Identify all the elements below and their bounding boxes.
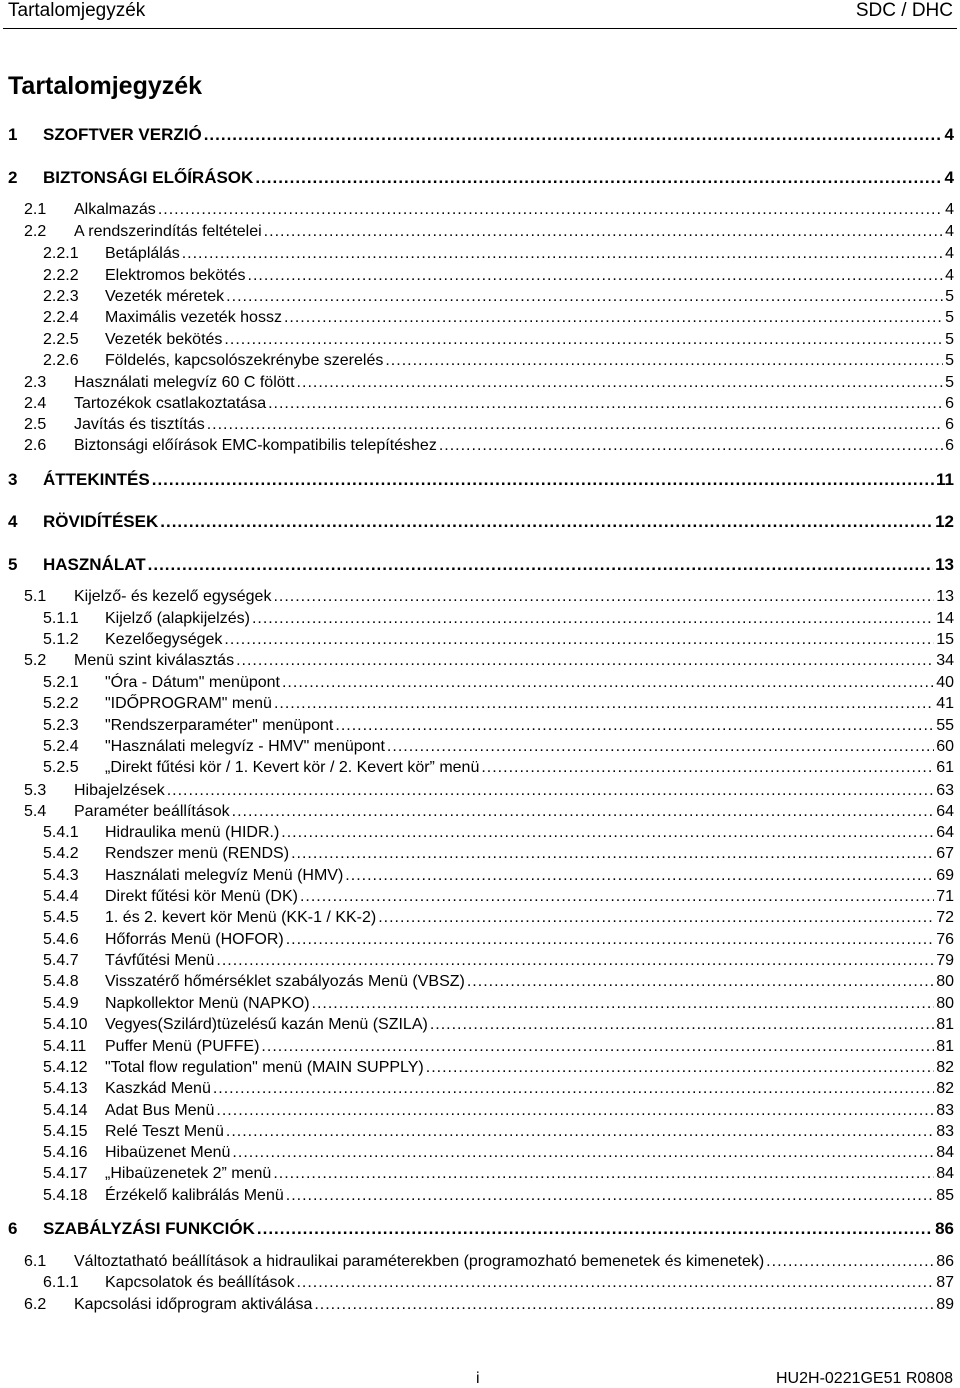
toc-dot-leader	[182, 244, 943, 264]
toc-entry-page: 60	[936, 738, 954, 755]
toc-entry-number: 2.5	[24, 416, 47, 433]
toc-dot-leader	[252, 609, 934, 629]
toc-entry[interactable]	[0, 802, 960, 822]
toc-entry-number: 2.2.4	[43, 309, 79, 326]
toc-dot-leader	[232, 1143, 934, 1163]
toc-entry-number: 2.2.2	[43, 267, 79, 284]
toc-dot-leader	[158, 200, 943, 220]
toc-entry-page: 4	[944, 125, 954, 144]
toc-dot-leader	[291, 844, 934, 864]
toc-entry-page: 15	[936, 631, 954, 648]
toc-entry-page: 34	[936, 652, 954, 669]
toc-dot-leader	[152, 470, 934, 490]
toc-entry-title: SZOFTVER VERZIÓ	[43, 125, 202, 144]
toc-entry-title: „Hibaüzenetek 2” menü	[105, 1165, 272, 1182]
toc-entry-title: Kijelző (alapkijelzés)	[105, 610, 250, 627]
toc-entry-page: 5	[945, 352, 954, 369]
toc-dot-leader	[226, 287, 943, 307]
footer-document-code: HU2H-0221GE51 R0808	[776, 1370, 953, 1387]
toc-entry-title: Hibaüzenet Menü	[105, 1144, 231, 1161]
toc-entry-title: "Rendszerparaméter" menüpont	[105, 717, 334, 734]
toc-entry-title: Direkt fűtési kör Menü (DK)	[105, 888, 298, 905]
toc-entry-page: 64	[936, 824, 954, 841]
toc-dot-leader	[284, 308, 943, 328]
toc-entry-number: 2.2	[24, 223, 47, 240]
toc-entry-title: Hőforrás Menü (HOFOR)	[105, 931, 284, 948]
toc-dot-leader	[148, 555, 933, 575]
toc-dot-leader	[264, 222, 943, 242]
toc-entry-number: 5.4.6	[43, 931, 79, 948]
toc-dot-leader	[282, 673, 934, 693]
toc-entry-page: 83	[936, 1123, 954, 1140]
toc-entry-page: 5	[945, 331, 954, 348]
toc-entry-title: Adat Bus Menü	[105, 1102, 215, 1119]
toc-entry-title: "Óra - Dátum" menüpont	[105, 674, 280, 691]
toc-entry[interactable]	[0, 758, 960, 778]
toc-entry-page: 87	[936, 1274, 954, 1291]
page-title: Tartalomjegyzék	[8, 72, 203, 100]
toc-entry[interactable]	[0, 1101, 960, 1121]
toc-entry-number: 4	[8, 512, 18, 531]
toc-entry-number: 5.2.4	[43, 738, 79, 755]
toc-dot-leader	[312, 994, 935, 1014]
toc-entry-title: Javítás és tisztítás	[74, 416, 205, 433]
toc-entry-number: 5.2	[24, 652, 47, 669]
toc-entry[interactable]	[0, 244, 960, 264]
toc-entry-page: 86	[935, 1219, 954, 1238]
toc-entry[interactable]	[0, 555, 960, 575]
toc-entry-title: "IDŐPROGRAM" menü	[105, 695, 272, 712]
toc-entry-title: Maximális vezeték hossz	[105, 309, 282, 326]
toc-entry-page: 4	[944, 168, 954, 187]
toc-entry-number: 2.6	[24, 437, 47, 454]
toc-dot-leader	[430, 1015, 934, 1035]
toc-entry-number: 5.4.1	[43, 824, 79, 841]
toc-dot-leader	[232, 802, 935, 822]
toc-entry[interactable]	[0, 168, 960, 188]
toc-entry-page: 84	[936, 1165, 954, 1182]
toc-entry-number: 6.1.1	[43, 1274, 79, 1291]
toc-entry-page: 80	[936, 973, 954, 990]
toc-entry-number: 2.2.3	[43, 288, 79, 305]
toc-entry[interactable]	[0, 1122, 960, 1142]
toc-entry-title: A rendszerindítás feltételei	[74, 223, 262, 240]
toc-entry-number: 5.2.1	[43, 674, 79, 691]
toc-entry-number: 5.3	[24, 782, 47, 799]
toc-entry-number: 5.4.17	[43, 1165, 88, 1182]
toc-entry[interactable]	[0, 1273, 960, 1293]
toc-entry-number: 3	[8, 470, 18, 489]
toc-entry[interactable]	[0, 587, 960, 607]
toc-entry-number: 5.4.16	[43, 1144, 88, 1161]
toc-entry-page: 4	[945, 267, 954, 284]
toc-entry-number: 5.4.4	[43, 888, 79, 905]
toc-entry-number: 5.2.2	[43, 695, 79, 712]
toc-entry-page: 83	[936, 1102, 954, 1119]
toc-entry[interactable]	[0, 951, 960, 971]
toc-entry[interactable]	[0, 908, 960, 928]
toc-entry-number: 5.4.18	[43, 1187, 88, 1204]
toc-dot-leader	[213, 1079, 934, 1099]
toc-entry-title: Földelés, kapcsolószekrénybe szerelés	[105, 352, 384, 369]
toc-entry[interactable]	[0, 394, 960, 414]
toc-dot-leader	[236, 651, 934, 671]
toc-entry-page: 69	[936, 867, 954, 884]
toc-entry[interactable]	[0, 1079, 960, 1099]
header-left-text: Tartalomjegyzék	[8, 0, 146, 21]
toc-entry-title: „Direkt fűtési kör / 1. Kevert kör / 2. Kevert kör” menü	[105, 759, 480, 776]
toc-dot-leader	[300, 887, 934, 907]
toc-dot-leader	[481, 758, 934, 778]
toc-entry-number: 2.2.6	[43, 352, 79, 369]
toc-entry-number: 5.4.12	[43, 1059, 88, 1076]
toc-entry[interactable]	[0, 1186, 960, 1206]
toc-entry-page: 67	[936, 845, 954, 862]
toc-dot-leader	[273, 587, 934, 607]
toc-entry-title: Kijelző- és kezelő egységek	[74, 588, 272, 605]
toc-entry-page: 5	[945, 374, 954, 391]
toc-entry[interactable]	[0, 930, 960, 950]
toc-entry-page: 64	[936, 803, 954, 820]
toc-entry[interactable]	[0, 1164, 960, 1184]
toc-entry-number: 5.2.5	[43, 759, 79, 776]
toc-entry[interactable]	[0, 1252, 960, 1272]
toc-entry[interactable]	[0, 470, 960, 490]
toc-dot-leader	[296, 1273, 934, 1293]
toc-entry-page: 81	[936, 1016, 954, 1033]
toc-dot-leader	[216, 951, 934, 971]
toc-entry-title: HASZNÁLAT	[43, 555, 146, 574]
toc-entry-page: 4	[945, 201, 954, 218]
toc-entry[interactable]	[0, 287, 960, 307]
toc-entry-number: 2.1	[24, 201, 47, 218]
toc-entry-number: 2.4	[24, 395, 47, 412]
toc-entry-number: 5.4.2	[43, 845, 79, 862]
toc-entry-page: 84	[936, 1144, 954, 1161]
toc-entry-number: 5.4.9	[43, 995, 79, 1012]
toc-entry-number: 1	[8, 125, 18, 144]
toc-dot-leader	[286, 1186, 934, 1206]
toc-dot-leader	[286, 930, 935, 950]
toc-entry[interactable]	[0, 1143, 960, 1163]
toc-entry-title: Paraméter beállítások	[74, 803, 230, 820]
toc-entry[interactable]	[0, 972, 960, 992]
toc-entry-title: Használati melegvíz 60 C fölött	[74, 374, 295, 391]
toc-entry-page: 40	[936, 674, 954, 691]
toc-entry-number: 5.4.3	[43, 867, 79, 884]
toc-entry-number: 5.4.7	[43, 952, 79, 969]
toc-entry-title: BIZTONSÁGI ELŐÍRÁSOK	[43, 168, 254, 187]
header-divider	[3, 28, 957, 29]
toc-dot-leader	[297, 373, 944, 393]
toc-entry-number: 5.4.5	[43, 909, 79, 926]
toc-entry-page: 82	[936, 1059, 954, 1076]
toc-entry[interactable]	[0, 994, 960, 1014]
toc-entry-title: Betáplálás	[105, 245, 180, 262]
header-right-text: SDC / DHC	[855, 0, 953, 21]
toc-entry-title: Biztonsági előírások EMC-kompatibilis telepítéshez	[74, 437, 437, 454]
toc-entry-page: 81	[936, 1038, 954, 1055]
toc-entry-title: Vegyes(Szilárd)tüzelésű kazán Menü (SZILA)	[105, 1016, 428, 1033]
toc-entry-number: 5.4.13	[43, 1080, 88, 1097]
toc-entry-page: 72	[936, 909, 954, 926]
toc-dot-leader	[224, 630, 934, 650]
toc-entry-title: Vezeték bekötés	[105, 331, 223, 348]
toc-entry[interactable]	[0, 651, 960, 671]
toc-dot-leader	[314, 1295, 934, 1315]
toc-entry-title: Hibajelzések	[74, 782, 165, 799]
toc-entry[interactable]	[0, 716, 960, 736]
toc-entry-page: 86	[936, 1253, 954, 1270]
toc-entry[interactable]	[0, 330, 960, 350]
toc-entry-title: Távfűtési Menü	[105, 952, 215, 969]
toc-entry-page: 6	[945, 437, 954, 454]
toc-entry[interactable]	[0, 512, 960, 532]
toc-dot-leader	[273, 1164, 934, 1184]
toc-entry-title: Visszatérő hőmérséklet szabályozás Menü (VBSZ)	[105, 973, 465, 990]
toc-entry[interactable]	[0, 694, 960, 714]
toc-entry-page: 13	[936, 588, 954, 605]
toc-entry-page: 80	[936, 995, 954, 1012]
toc-dot-leader	[207, 415, 943, 435]
toc-entry-page: 76	[936, 931, 954, 948]
toc-entry-number: 5.2.3	[43, 717, 79, 734]
toc-entry-number: 5.1	[24, 588, 47, 605]
toc-entry[interactable]	[0, 266, 960, 286]
toc-dot-leader	[439, 436, 943, 456]
toc-entry-page: 61	[936, 759, 954, 776]
toc-entry-number: 2.3	[24, 374, 47, 391]
toc-dot-leader	[385, 351, 943, 371]
toc-entry-number: 5.4.11	[43, 1038, 87, 1055]
toc-entry[interactable]	[0, 673, 960, 693]
toc-entry-title: Használati melegvíz Menü (HMV)	[105, 867, 344, 884]
toc-dot-leader	[281, 823, 934, 843]
toc-entry-title: Relé Teszt Menü	[105, 1123, 224, 1140]
toc-entry-number: 6.2	[24, 1296, 47, 1313]
toc-entry-page: 4	[945, 245, 954, 262]
toc-entry-page: 6	[945, 416, 954, 433]
toc-entry-title: Vezeték méretek	[105, 288, 225, 305]
toc-entry-number: 2.2.5	[43, 331, 79, 348]
toc-entry[interactable]	[0, 887, 960, 907]
toc-entry[interactable]	[0, 737, 960, 757]
toc-entry[interactable]	[0, 609, 960, 629]
toc-entry-number: 5.1.1	[43, 610, 79, 627]
toc-entry-number: 6.1	[24, 1253, 47, 1270]
toc-dot-leader	[268, 394, 943, 414]
toc-entry[interactable]	[0, 1037, 960, 1057]
toc-dot-leader	[160, 512, 933, 532]
page-header	[0, 0, 960, 30]
toc-entry[interactable]	[0, 844, 960, 864]
toc-entry-title: Hidraulika menü (HIDR.)	[105, 824, 280, 841]
toc-entry-title: "Használati melegvíz - HMV" menüpont	[105, 738, 385, 755]
toc-entry-title: RÖVIDÍTÉSEK	[43, 512, 159, 531]
toc-dot-leader	[766, 1252, 934, 1272]
toc-entry-page: 4	[945, 223, 954, 240]
toc-dot-leader	[216, 1101, 934, 1121]
toc-dot-leader	[426, 1058, 934, 1078]
toc-entry[interactable]	[0, 222, 960, 242]
toc-entry-title: Alkalmazás	[74, 201, 156, 218]
toc-dot-leader	[255, 168, 942, 188]
toc-entry-page: 82	[936, 1080, 954, 1097]
toc-entry-page: 85	[936, 1187, 954, 1204]
toc-entry[interactable]	[0, 373, 960, 393]
toc-entry-number: 2.2.1	[43, 245, 79, 262]
toc-entry[interactable]	[0, 823, 960, 843]
toc-entry[interactable]	[0, 351, 960, 371]
toc-entry-number: 6	[8, 1219, 18, 1238]
toc-entry[interactable]	[0, 415, 960, 435]
toc-entry-page: 41	[936, 695, 954, 712]
toc-entry-page: 55	[936, 717, 954, 734]
toc-entry-page: 13	[935, 555, 954, 574]
toc-entry-title: Kapcsolatok és beállítások	[105, 1274, 295, 1291]
toc-entry[interactable]	[0, 1219, 960, 1239]
toc-entry-number: 5.4.10	[43, 1016, 88, 1033]
toc-entry-title: Menü szint kiválasztás	[74, 652, 235, 669]
toc-dot-leader	[224, 330, 943, 350]
toc-dot-leader	[467, 972, 934, 992]
toc-entry-number: 5	[8, 555, 18, 574]
toc-entry-number: 5.4.8	[43, 973, 79, 990]
toc-entry-page: 89	[936, 1296, 954, 1313]
toc-entry[interactable]	[0, 125, 960, 145]
toc-dot-leader	[226, 1122, 934, 1142]
toc-entry-title: Kapcsolási időprogram aktiválása	[74, 1296, 313, 1313]
toc-entry-number: 5.4.14	[43, 1102, 88, 1119]
toc-entry-title: SZABÁLYZÁSI FUNKCIÓK	[43, 1219, 255, 1238]
toc-entry[interactable]	[0, 781, 960, 801]
toc-entry-number: 5.4	[24, 803, 47, 820]
toc-entry-page: 14	[936, 610, 954, 627]
toc-entry[interactable]	[0, 1015, 960, 1035]
toc-dot-leader	[387, 737, 934, 757]
toc-dot-leader	[257, 1219, 933, 1239]
toc-entry-title: Tartozékok csatlakoztatása	[74, 395, 267, 412]
toc-dot-leader	[167, 781, 934, 801]
toc-dot-leader	[345, 866, 934, 886]
toc-entry-number: 5.4.15	[43, 1123, 88, 1140]
toc-entry-page: 6	[945, 395, 954, 412]
toc-dot-leader	[261, 1037, 934, 1057]
toc-entry-title: Változtatható beállítások a hidraulikai paraméterekben (programozható bemenetek és kimenetek)	[74, 1253, 765, 1270]
toc-entry-title: "Total flow regulation" menü (MAIN SUPPLY)	[105, 1059, 424, 1076]
toc-entry[interactable]	[0, 200, 960, 220]
toc-entry-page: 5	[945, 309, 954, 326]
toc-entry-title: Kezelőegységek	[105, 631, 223, 648]
toc-entry-title: 1. és 2. kevert kör Menü (KK-1 / KK-2)	[105, 909, 377, 926]
page-footer	[0, 1370, 960, 1388]
toc-entry-page: 12	[935, 512, 954, 531]
toc-entry-title: Érzékelő kalibrálás Menü	[105, 1187, 284, 1204]
toc-dot-leader	[378, 908, 934, 928]
toc-entry[interactable]	[0, 1295, 960, 1315]
toc-entry-title: Elektromos bekötés	[105, 267, 246, 284]
toc-dot-leader	[204, 125, 943, 145]
toc-entry-number: 2	[8, 168, 18, 187]
toc-entry-number: 5.1.2	[43, 631, 79, 648]
toc-entry-page: 63	[936, 782, 954, 799]
footer-page-number: i	[476, 1370, 480, 1387]
toc-entry-page: 79	[936, 952, 954, 969]
toc-entry-page: 71	[936, 888, 954, 905]
toc-entry-page: 11	[936, 470, 954, 489]
toc-entry-title: Kaszkád Menü	[105, 1080, 211, 1097]
toc-dot-leader	[274, 694, 934, 714]
toc-entry-page: 5	[945, 288, 954, 305]
toc-entry[interactable]	[0, 308, 960, 328]
toc-entry[interactable]	[0, 630, 960, 650]
toc-entry-title: ÁTTEKINTÉS	[43, 470, 150, 489]
toc-dot-leader	[248, 266, 944, 286]
toc-entry-title: Napkollektor Menü (NAPKO)	[105, 995, 310, 1012]
toc-entry[interactable]	[0, 866, 960, 886]
toc-entry[interactable]	[0, 436, 960, 456]
toc-dot-leader	[335, 716, 934, 736]
toc-entry[interactable]	[0, 1058, 960, 1078]
toc-entry-title: Rendszer menü (RENDS)	[105, 845, 290, 862]
toc-entry-title: Puffer Menü (PUFFE)	[105, 1038, 260, 1055]
